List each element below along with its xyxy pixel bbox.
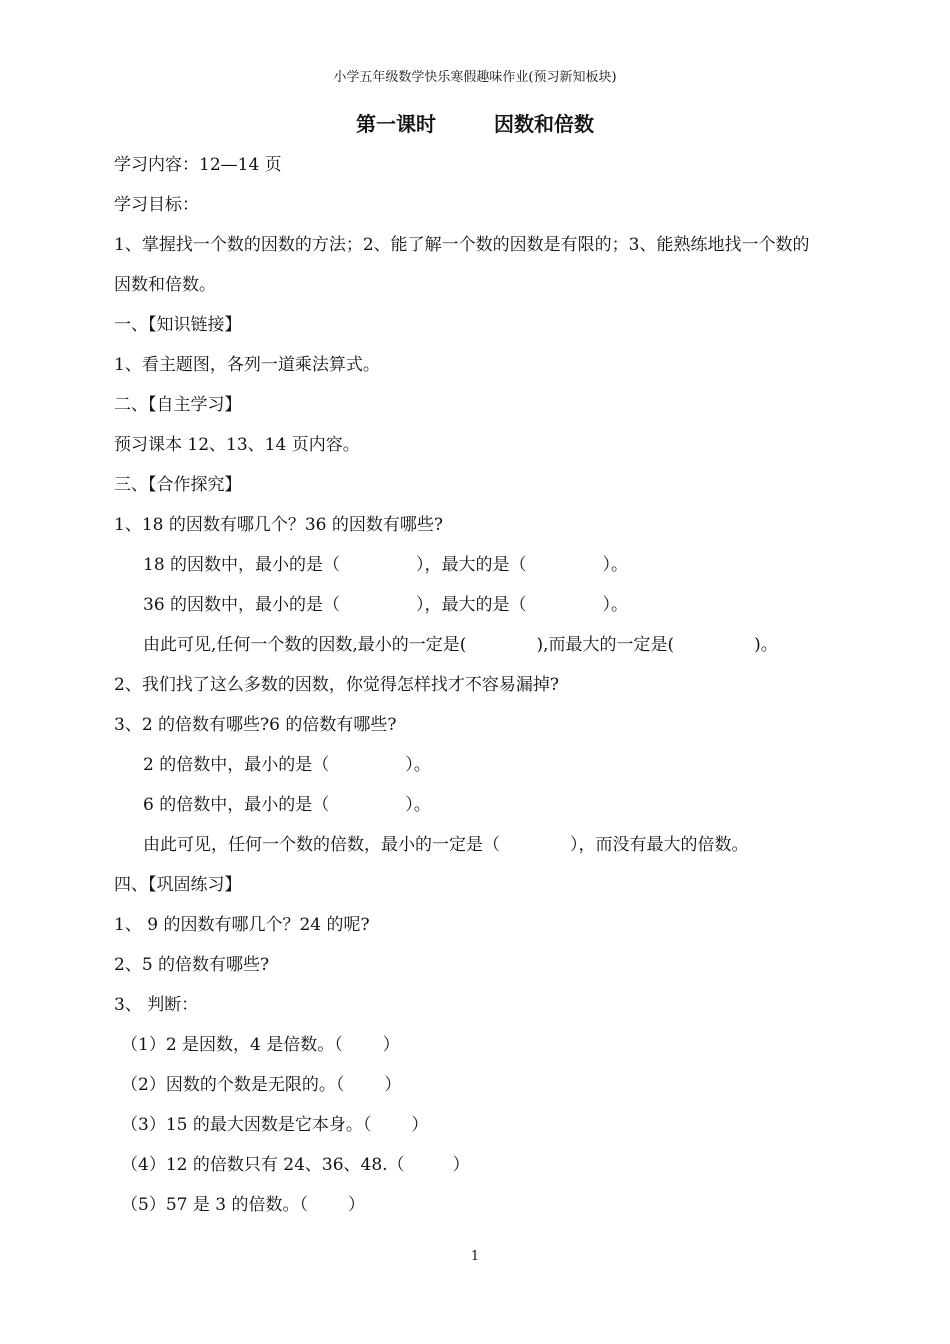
judge-item [121,1030,400,1055]
question-1: 1、18 的因数有哪几个？36 的因数有哪些? [114,515,444,535]
question-1-c-text-3: )。 [754,635,778,655]
judge-item-text: （1）2 是因数，4 是倍数。（ [121,1035,343,1055]
exercise-3: 3、 判断： [114,995,199,1015]
section-3-heading: 三、【合作探究】 [114,475,242,495]
question-3-c-text-2: ），而没有最大的倍数。 [570,835,749,855]
section-2-heading: 二、【自主学习】 [114,395,242,415]
judge-item-close: ） [347,1195,365,1215]
question-1-a-text-2: ），最大的是（ [416,555,527,575]
question-3-a-text-2: ）。 [405,755,431,775]
section-2-text: 预习课本 12、13、14 页内容。 [114,435,360,455]
goals-line-2: 因数和倍数。 [114,275,216,295]
question-3: 3、2 的倍数有哪些?6 的倍数有哪些? [114,715,397,735]
lesson-label: 第一课时 [356,112,436,136]
judge-item-text: （4）12 的倍数只有 24、36、48.（ [121,1155,405,1175]
judge-item-close: ） [452,1155,470,1175]
judge-item-text: （3）15 的最大因数是它本身。（ [121,1115,372,1135]
goals-line-1: 1、掌握找一个数的因数的方法；2、能了解一个数的因数是有限的；3、能熟练地找一个数的 [114,235,810,255]
judge-item-close: ） [411,1115,429,1135]
question-1-b-text-2: ），最大的是（ [416,595,527,615]
question-1-a-text-1: 18 的因数中，最小的是（ [143,555,341,575]
question-2: 2、我们找了这么多数的因数，你觉得怎样找才不容易漏掉? [114,675,559,695]
question-3-b-text-2: ）。 [405,795,431,815]
judge-item [121,1110,428,1135]
exercise-2: 2、5 的倍数有哪些? [114,955,270,975]
goals-label: 学习目标： [114,195,199,215]
page-header: 小学五年级数学快乐寒假趣味作业(预习新知板块) [333,70,617,85]
judge-item-text: （2）因数的个数是无限的。（ [121,1075,345,1095]
judge-item [121,1070,401,1095]
section-1-heading: 一、【知识链接】 [114,315,242,335]
question-3-a-text-1: 2 的倍数中，最小的是（ [143,755,330,775]
question-1-c-text-2: ),而最大的一定是( [536,635,675,655]
judge-item-close: ） [384,1075,402,1095]
section-1-question: 1、看主题图，各列一道乘法算式。 [114,355,380,375]
exercise-1: 1、 9 的因数有哪几个？24 的呢? [114,915,370,935]
judge-item [121,1150,470,1175]
study-content: 学习内容：12—14 页 [114,155,282,175]
question-3-b [143,790,431,815]
question-1-b-text-3: ）。 [602,595,629,615]
question-1-b [143,590,628,615]
judge-item-close: ） [382,1035,400,1055]
question-1-a-text-3: ）。 [602,555,629,575]
question-3-c-text-1: 由此可见，任何一个数的倍数，最小的一定是（ [143,835,500,855]
question-3-conclusion [143,830,749,855]
section-4-heading: 四、【巩固练习】 [114,875,242,895]
page-number: 1 [470,1249,480,1264]
question-1-conclusion [143,630,778,655]
judge-item-text: （5）57 是 3 的倍数。（ [121,1195,308,1215]
lesson-topic: 因数和倍数 [494,112,594,136]
question-1-b-text-1: 36 的因数中，最小的是（ [143,595,341,615]
question-3-b-text-1: 6 的倍数中，最小的是（ [143,795,330,815]
question-3-a [143,750,431,775]
question-1-a [143,550,628,575]
judge-item [121,1190,365,1215]
question-1-c-text-1: 由此可见,任何一个数的因数,最小的一定是( [143,635,467,655]
page-title [0,108,950,137]
